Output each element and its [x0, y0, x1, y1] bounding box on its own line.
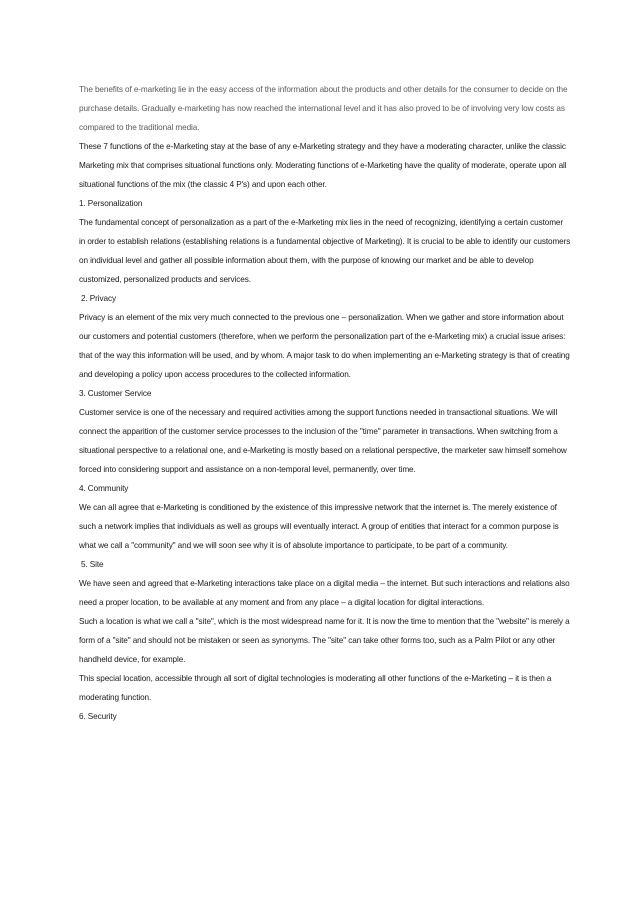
- body-paragraph: Such a location is what we call a "site", which is the most widespread name for it. It is now the time to mention that the "website" is merely a form of a "site" and should not be mistaken or seen as synonyms. The "site" can take other forms too, such as a Palm Pilot or any other handheld device, for example.: [79, 617, 570, 664]
- body-paragraph: We have seen and agreed that e-Marketing interactions take place on a digital media – the internet. But such interactions and relations also need a proper location, to be available at any moment and from any place – a digital location for digital interactions.: [79, 579, 570, 607]
- body-paragraph: We can all agree that e-Marketing is conditioned by the existence of this impressive network that the internet is. The merely existence of such a network implies that individuals as well as groups will eventually interact. A group of entities that interact for a common purpose is what we call a "community" and we will soon see why it is of absolute importance to participate, to be part of a community.: [79, 503, 559, 550]
- section-heading-privacy: 2. Privacy: [81, 294, 116, 303]
- body-paragraph: Privacy is an element of the mix very much connected to the previous one – personalization. When we gather and store information about our customers and potential customers (therefore, when we perform the personalization part of the e-Marketing mix) a crucial issue arises: that of the way this information will be used, and by whom. A major task to do when implementing an e-Marketing strategy is that of creating and developing a policy upon access procedures to the collected information.: [79, 313, 570, 379]
- intro-paragraph: The benefits of e-marketing lie in the easy access of the information about the products and other details for the consumer to decide on the purchase details. Gradually e-marketing has now reached the international level and it has also proved to be of involving very low costs as compared to the traditional media.: [79, 85, 568, 132]
- body-paragraph: These 7 functions of the e-Marketing stay at the base of any e-Marketing strategy and they have a moderating character, unlike the classic Marketing mix that comprises situational functions only. Moderating functions of e-Marketing have the quality of moderate, operate upon all situational functions of the mix (the classic 4 P's) and upon each other.: [79, 142, 567, 189]
- body-paragraph: Customer service is one of the necessary and required activities among the support functions needed in transactional situations. We will connect the apparition of the customer service processes to the inclusion of the "time" parameter in transactions. When switching from a situational perspective to a relational one, and e-Marketing is mostly based on a relational perspective, the marketer saw himself somehow forced into considering support and assistance on a non-temporal level, permanently, over time.: [79, 408, 567, 474]
- body-paragraph: This special location, accessible through all sort of digital technologies is moderating all other functions of the e-Marketing – it is then a moderating function.: [79, 674, 552, 702]
- section-heading-customer-service: 3. Customer Service: [79, 389, 152, 398]
- document-page: [79, 80, 571, 726]
- section-heading-security: 6. Security: [79, 712, 117, 721]
- section-heading-community: 4. Community: [79, 484, 129, 493]
- section-heading-personalization: 1. Personalization: [79, 199, 143, 208]
- body-paragraph: The fundamental concept of personalization as a part of the e-Marketing mix lies in the need of recognizing, identifying a certain customer in order to establish relations (establishing relations is a fundamental objective of Marketing). It is crucial to be able to identify our customers on individual level and gather all possible information about them, with the purpose of knowing our market and be able to develop customized, personalized products and services.: [79, 218, 571, 284]
- section-heading-site: 5. Site: [81, 560, 104, 569]
